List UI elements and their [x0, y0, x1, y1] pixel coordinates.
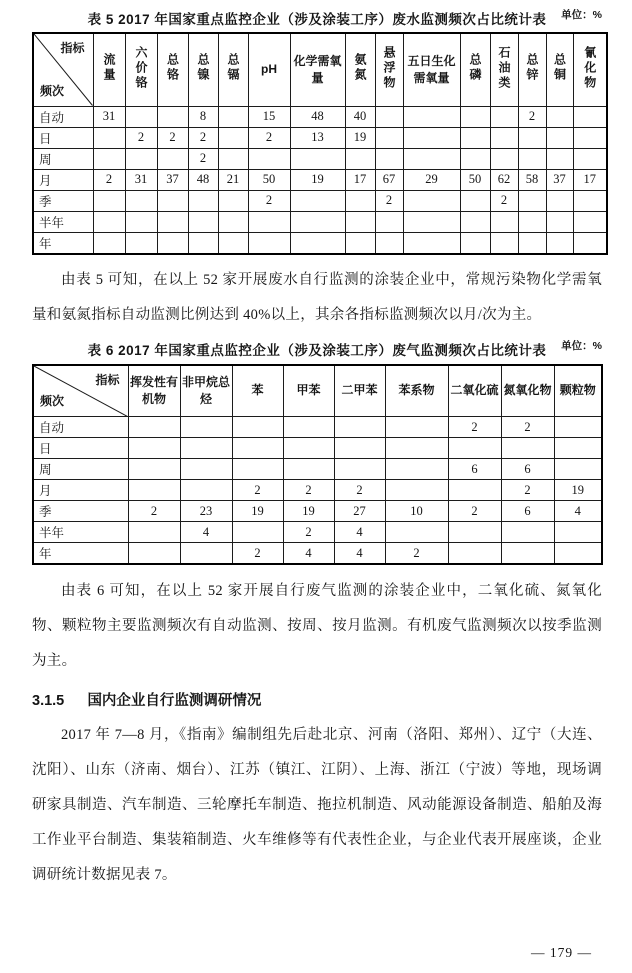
data-cell: 19	[554, 480, 602, 501]
data-cell: 15	[248, 106, 290, 127]
data-cell: 2	[518, 106, 546, 127]
row-label: 半年	[33, 522, 128, 543]
data-cell	[375, 232, 403, 254]
data-cell	[157, 211, 188, 232]
data-cell	[232, 459, 283, 480]
data-cell	[93, 232, 125, 254]
table-row	[33, 543, 602, 565]
section-number: 3.1.5	[32, 693, 65, 709]
column-header: 二氧化硫	[448, 365, 501, 417]
data-cell	[490, 127, 518, 148]
column-header: 氮氧化物	[501, 365, 554, 417]
data-cell: 4	[283, 543, 334, 565]
data-cell	[128, 459, 180, 480]
row-label: 自动	[33, 106, 93, 127]
data-cell	[403, 106, 460, 127]
data-cell	[403, 127, 460, 148]
data-cell	[546, 211, 573, 232]
column-header: 甲苯	[283, 365, 334, 417]
data-cell: 2	[232, 480, 283, 501]
data-cell	[490, 211, 518, 232]
data-cell: 50	[248, 169, 290, 190]
data-cell: 2	[448, 417, 501, 438]
table-row	[33, 211, 607, 232]
data-cell	[546, 232, 573, 254]
data-cell	[248, 232, 290, 254]
data-cell: 31	[93, 106, 125, 127]
table-row	[33, 127, 607, 148]
data-cell	[180, 417, 232, 438]
data-cell: 2	[283, 522, 334, 543]
data-cell: 2	[283, 480, 334, 501]
data-cell: 48	[290, 106, 345, 127]
data-cell	[125, 148, 157, 169]
column-header: 总磷	[460, 33, 490, 106]
data-cell: 6	[448, 459, 501, 480]
data-cell: 37	[546, 169, 573, 190]
data-cell	[518, 148, 546, 169]
column-header: 石油类	[490, 33, 518, 106]
data-cell	[490, 232, 518, 254]
data-cell	[460, 106, 490, 127]
row-label: 季	[33, 501, 128, 522]
data-cell	[448, 480, 501, 501]
data-cell	[403, 148, 460, 169]
table-row	[33, 106, 607, 127]
data-cell	[157, 190, 188, 211]
data-cell: 2	[232, 543, 283, 565]
column-header: 总锌	[518, 33, 546, 106]
column-header: 悬浮物	[375, 33, 403, 106]
wastewater-monitoring-table	[32, 32, 608, 255]
table6-caption-row	[32, 338, 602, 363]
paragraph-table6-analysis: 由表 6 可知，在以上 52 家开展自行废气监测的涂装企业中，二氧化硫、氮氧化物、颗粒物主要监测频次有自动监测、按周、按月监测。有机废气监测频次以按季监测为主。	[32, 583, 602, 669]
data-cell: 19	[290, 169, 345, 190]
paragraph-table5-analysis: 由表 5 可知，在以上 52 家开展废水自行监测的涂装企业中，常规污染物化学需氧量和氨氮指标自动监测比例达到 40%以上，其余各指标监测频次以月/次为主。	[32, 271, 602, 323]
table6-caption: 表 6 2017 年国家重点监控企业（涉及涂装工序）废气监测频次占比统计表	[87, 342, 547, 358]
data-cell: 58	[518, 169, 546, 190]
data-cell: 4	[180, 522, 232, 543]
data-cell: 2	[248, 190, 290, 211]
data-cell	[128, 522, 180, 543]
data-cell: 2	[490, 190, 518, 211]
data-cell: 2	[501, 417, 554, 438]
data-cell	[125, 106, 157, 127]
data-cell	[180, 438, 232, 459]
data-cell: 23	[180, 501, 232, 522]
data-cell	[345, 211, 375, 232]
data-cell: 17	[345, 169, 375, 190]
data-cell	[403, 190, 460, 211]
data-cell	[93, 148, 125, 169]
data-cell: 6	[501, 459, 554, 480]
data-cell	[232, 522, 283, 543]
data-cell: 19	[232, 501, 283, 522]
column-header: 颗粒物	[554, 365, 602, 417]
corner-header-cell	[33, 365, 128, 417]
row-label: 年	[33, 232, 93, 254]
data-cell: 2	[248, 127, 290, 148]
document-page	[32, 7, 602, 893]
data-cell	[232, 417, 283, 438]
data-cell: 2	[385, 543, 448, 565]
data-cell	[546, 148, 573, 169]
data-cell	[345, 148, 375, 169]
column-header: 苯系物	[385, 365, 448, 417]
data-cell	[125, 232, 157, 254]
data-cell	[448, 438, 501, 459]
data-cell: 2	[375, 190, 403, 211]
data-cell	[518, 211, 546, 232]
data-cell	[554, 417, 602, 438]
data-cell	[180, 459, 232, 480]
data-cell	[448, 522, 501, 543]
corner-label-frequency: 频次	[40, 83, 65, 98]
data-cell: 4	[334, 522, 385, 543]
data-cell: 2	[188, 148, 218, 169]
data-cell	[501, 522, 554, 543]
data-cell	[232, 438, 283, 459]
table6-unit-label: 单位：%	[561, 339, 602, 352]
data-cell	[518, 232, 546, 254]
data-cell: 29	[403, 169, 460, 190]
data-cell	[345, 190, 375, 211]
data-cell: 2	[334, 480, 385, 501]
data-cell	[180, 480, 232, 501]
table5-caption-row	[32, 7, 602, 32]
data-cell	[128, 543, 180, 565]
wastegas-monitoring-table	[32, 364, 603, 566]
data-cell	[125, 190, 157, 211]
column-header: 总铜	[546, 33, 573, 106]
data-cell	[573, 232, 607, 254]
row-label: 周	[33, 459, 128, 480]
data-cell	[248, 211, 290, 232]
data-cell	[157, 232, 188, 254]
data-cell	[188, 211, 218, 232]
data-cell: 4	[334, 543, 385, 565]
column-header: 总镉	[218, 33, 248, 106]
data-cell: 17	[573, 169, 607, 190]
table5-caption: 表 5 2017 年国家重点监控企业（涉及涂装工序）废水监测频次占比统计表	[87, 12, 547, 27]
column-header: 挥发性有机物	[128, 365, 180, 417]
data-cell	[460, 190, 490, 211]
table-row	[33, 501, 602, 522]
column-header: 总铬	[157, 33, 188, 106]
table-row	[33, 522, 602, 543]
column-header: 氨氮	[345, 33, 375, 106]
data-cell	[334, 417, 385, 438]
data-cell	[290, 211, 345, 232]
data-cell	[345, 232, 375, 254]
data-cell: 37	[157, 169, 188, 190]
row-label: 月	[33, 480, 128, 501]
column-header: 苯	[232, 365, 283, 417]
data-cell: 2	[501, 480, 554, 501]
data-cell	[546, 106, 573, 127]
data-cell	[93, 190, 125, 211]
corner-label-indicator: 指标	[60, 41, 85, 55]
header-row	[33, 365, 602, 417]
data-cell	[375, 148, 403, 169]
column-header: 化学需氧量	[290, 33, 345, 106]
section-heading	[32, 688, 602, 714]
data-cell	[460, 148, 490, 169]
data-cell: 6	[501, 501, 554, 522]
data-cell	[93, 127, 125, 148]
data-cell: 2	[93, 169, 125, 190]
data-cell	[573, 127, 607, 148]
table-row	[33, 190, 607, 211]
data-cell	[188, 190, 218, 211]
column-header: 流量	[93, 33, 125, 106]
data-cell	[448, 543, 501, 565]
row-label: 日	[33, 438, 128, 459]
data-cell	[385, 417, 448, 438]
column-header: pH	[248, 33, 290, 106]
data-cell	[546, 127, 573, 148]
table-row	[33, 438, 602, 459]
table-row	[33, 459, 602, 480]
data-cell: 48	[188, 169, 218, 190]
data-cell: 13	[290, 127, 345, 148]
data-cell: 2	[448, 501, 501, 522]
data-cell	[283, 417, 334, 438]
column-header: 非甲烷总烃	[180, 365, 232, 417]
column-header: 五日生化需氧量	[403, 33, 460, 106]
data-cell: 10	[385, 501, 448, 522]
data-cell	[283, 459, 334, 480]
data-cell	[385, 438, 448, 459]
row-label: 半年	[33, 211, 93, 232]
page-number: — 179 —	[531, 945, 592, 960]
data-cell: 19	[283, 501, 334, 522]
data-cell	[375, 127, 403, 148]
data-cell	[218, 211, 248, 232]
header-row	[33, 33, 607, 106]
data-cell	[460, 232, 490, 254]
section-title: 国内企业自行监测调研情况	[87, 693, 262, 709]
column-header: 二甲苯	[334, 365, 385, 417]
table-row	[33, 417, 602, 438]
data-cell	[518, 190, 546, 211]
data-cell: 2	[128, 501, 180, 522]
data-cell: 31	[125, 169, 157, 190]
data-cell: 4	[554, 501, 602, 522]
row-label: 自动	[33, 417, 128, 438]
data-cell	[218, 106, 248, 127]
data-cell	[128, 438, 180, 459]
data-cell	[157, 148, 188, 169]
row-label: 日	[33, 127, 93, 148]
data-cell	[490, 106, 518, 127]
data-cell: 50	[460, 169, 490, 190]
row-label: 季	[33, 190, 93, 211]
data-cell	[180, 543, 232, 565]
data-cell	[385, 480, 448, 501]
data-cell	[501, 543, 554, 565]
data-cell	[554, 459, 602, 480]
data-cell: 2	[157, 127, 188, 148]
data-cell	[518, 127, 546, 148]
data-cell	[385, 522, 448, 543]
data-cell: 2	[125, 127, 157, 148]
data-cell	[290, 148, 345, 169]
data-cell	[573, 211, 607, 232]
data-cell	[218, 190, 248, 211]
table-row	[33, 169, 607, 190]
data-cell	[283, 438, 334, 459]
data-cell	[554, 543, 602, 565]
data-cell	[501, 438, 554, 459]
column-header: 总镍	[188, 33, 218, 106]
data-cell	[290, 190, 345, 211]
data-cell	[218, 127, 248, 148]
data-cell	[157, 106, 188, 127]
data-cell	[554, 438, 602, 459]
data-cell	[573, 190, 607, 211]
corner-label-indicator: 指标	[95, 372, 120, 387]
corner-label-frequency: 频次	[40, 394, 65, 409]
table-row	[33, 480, 602, 501]
data-cell	[334, 438, 385, 459]
data-cell	[218, 232, 248, 254]
row-label: 月	[33, 169, 93, 190]
data-cell	[403, 211, 460, 232]
data-cell: 40	[345, 106, 375, 127]
data-cell: 27	[334, 501, 385, 522]
data-cell	[490, 148, 518, 169]
data-cell: 67	[375, 169, 403, 190]
column-header: 氰化物	[573, 33, 607, 106]
data-cell	[403, 232, 460, 254]
data-cell: 2	[188, 127, 218, 148]
data-cell	[218, 148, 248, 169]
data-cell	[385, 459, 448, 480]
table-row	[33, 148, 607, 169]
data-cell	[334, 459, 385, 480]
row-label: 周	[33, 148, 93, 169]
table-row	[33, 232, 607, 254]
data-cell	[188, 232, 218, 254]
data-cell	[248, 148, 290, 169]
paragraph-survey: 2017 年 7—8 月，《指南》编制组先后赴北京、河南（洛阳、郑州）、辽宁（大连、沈阳）、山东（济南、烟台）、江苏（镇江、江阴）、上海、浙江（宁波）等地，现场调研家具制造、汽车制造、三轮摩托车制造、拖拉机制造、风动能源设备制造、船舶及海工作业平台制造、集装箱制造、火车维修等有代表性企业，与企业代表开展座谈，企业调研统计数据见表 7。	[32, 727, 602, 883]
data-cell	[573, 148, 607, 169]
data-cell	[554, 522, 602, 543]
data-cell	[290, 232, 345, 254]
data-cell	[460, 127, 490, 148]
data-cell: 21	[218, 169, 248, 190]
data-cell	[128, 417, 180, 438]
data-cell	[375, 106, 403, 127]
table5-unit-label: 单位：%	[561, 9, 602, 21]
data-cell	[125, 211, 157, 232]
data-cell	[93, 211, 125, 232]
data-cell	[546, 190, 573, 211]
corner-header-cell	[33, 33, 93, 106]
row-label: 年	[33, 543, 128, 565]
data-cell: 8	[188, 106, 218, 127]
data-cell: 19	[345, 127, 375, 148]
data-cell	[128, 480, 180, 501]
column-header: 六价铬	[125, 33, 157, 106]
data-cell	[460, 211, 490, 232]
data-cell	[375, 211, 403, 232]
data-cell	[573, 106, 607, 127]
data-cell: 62	[490, 169, 518, 190]
